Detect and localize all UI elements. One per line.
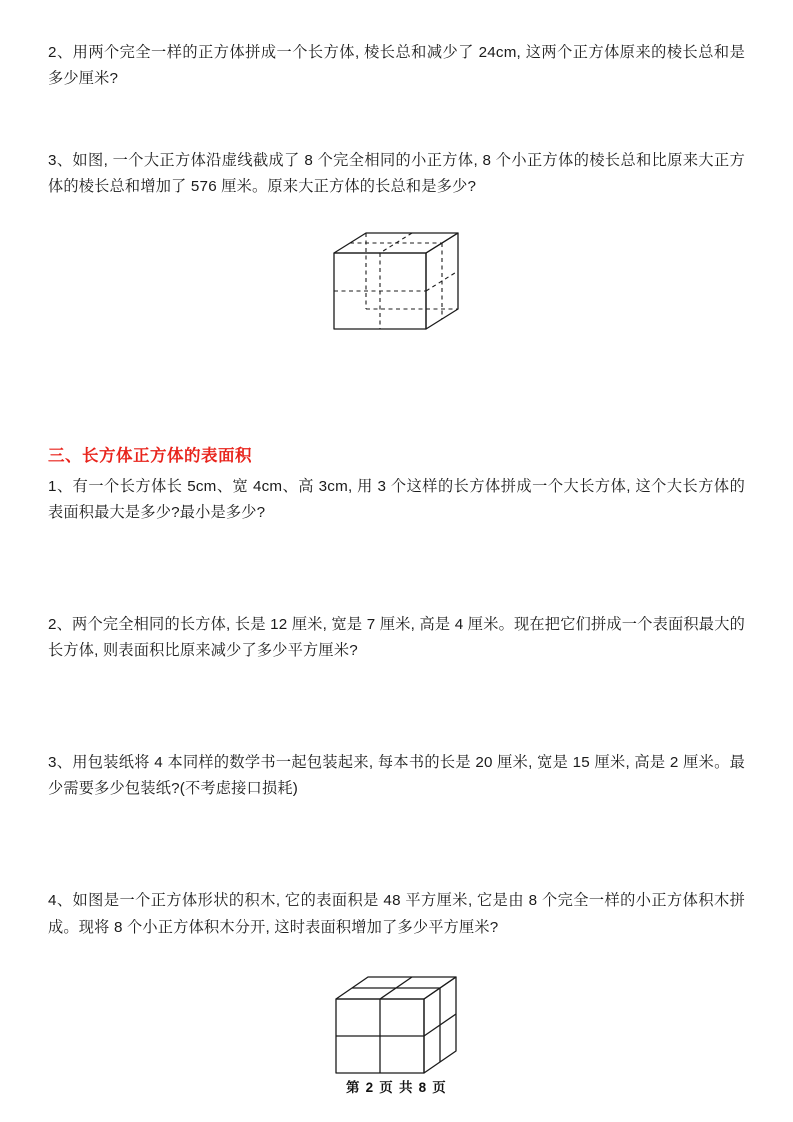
answer-space-1	[48, 92, 745, 148]
section3-question-4: 4、如图是一个正方体形状的积木, 它的表面积是 48 平方厘米, 它是由 8 个完全一样的小正方体积木拼成。现将 8 个小正方体积木分开, 这时表面积增加了多少平方厘米?	[48, 892, 745, 936]
section3-question-2: 2、两个完全相同的长方体, 长是 12 厘米, 宽是 7 厘米, 高是 4 厘米。现在把它们拼成一个表面积最大的长方体, 则表面积比原来减少了多少平方厘米?	[48, 615, 745, 659]
figure-dashed-cut-cube	[48, 225, 745, 340]
question-2-top: 2、用两个完全一样的正方体拼成一个长方体, 棱长总和减少了 24cm, 这两个正方体原来的棱长总和是多少厘米?	[48, 44, 745, 88]
answer-space-3	[48, 526, 745, 612]
figure-eight-small-cubes	[48, 967, 745, 1085]
page-footer: 第 2 页 共 8 页	[346, 1080, 447, 1095]
answer-space-5	[48, 802, 745, 888]
section3-question-1: 1、有一个长方体长 5cm、宽 4cm、高 3cm, 用 3 个这样的长方体拼成一个大长方体, 这个大长方体的表面积最大是多少?最小是多少?	[48, 477, 745, 521]
answer-space-4	[48, 664, 745, 750]
answer-space-2	[48, 350, 745, 442]
dashed-cut-cube-icon	[322, 225, 472, 340]
question-3-top: 3、如图, 一个大正方体沿虚线截成了 8 个完全相同的小正方体, 8 个小正方体的棱长总和比原来大正方体的棱长总和增加了 576 厘米。原来大正方体的长总和是多少?	[48, 152, 745, 196]
eight-small-cubes-icon	[322, 967, 472, 1085]
section-heading-surface-area: 三、长方体正方体的表面积	[48, 446, 252, 465]
section3-question-3: 3、用包装纸将 4 本同样的数学书一起包装起来, 每本书的长是 20 厘米, 宽是 15 厘米, 高是 2 厘米。最少需要多少包装纸?(不考虑接口损耗)	[48, 754, 745, 798]
